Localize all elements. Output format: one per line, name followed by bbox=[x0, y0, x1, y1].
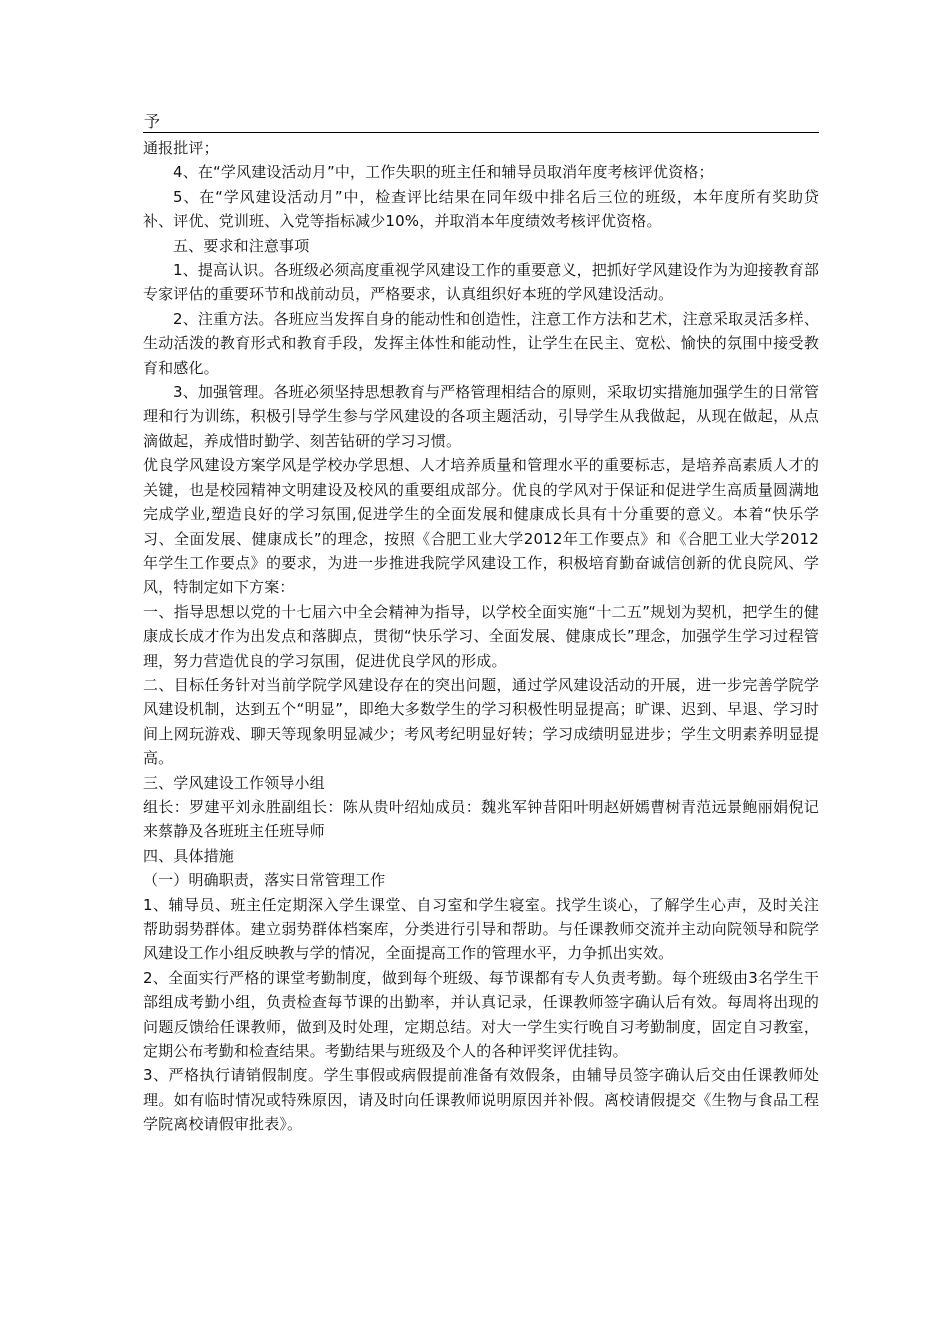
paragraph: 二、目标任务针对当前学院学风建设存在的突出问题，通过学风建设活动的开展，进一步完善学院学风建设机制，达到五个“明显”，即绝大多数学生的学习积极性明显提高；旷课、迟到、早退、学习时间上网玩游戏、聊天等现象明显减少；考风考纪明显好转；学习成绩明显进步；学生文明素养明显提高。 bbox=[143, 675, 819, 768]
paragraph: 三、学风建设工作领导小组 bbox=[143, 773, 325, 792]
document-body bbox=[143, 136, 819, 1137]
paragraph: 3、严格执行请销假制度。学生事假或病假提前准备有效假条，由辅导员签字确认后交由任课教师处理。如有临时情况或特殊原因，请及时向任课教师说明原因并补假。离校请假提交《生物与食品工程学院离校请假审批表》。 bbox=[143, 1066, 819, 1134]
paragraph: 1、提高认识。各班级必须高度重视学风建设工作的重要意义，把抓好学风建设作为为迎接教育部专家评估的重要环节和战前动员，严格要求，认真组织好本班的学风建设活动。 bbox=[143, 261, 819, 304]
document-page bbox=[143, 112, 819, 1137]
paragraph: 五、要求和注意事项 bbox=[173, 236, 310, 255]
paragraph: 组长：罗建平刘永胜副组长：陈从贵叶绍灿成员：魏兆军钟昔阳叶明赵妍嫣曹树青范远景鲍丽娟倪记来蔡静及各班班主任班导师 bbox=[143, 797, 819, 841]
paragraph: 3、加强管理。各班必须坚持思想教育与严格管理相结合的原则，采取切实措施加强学生的日常管理和行为训练，积极引导学生参与学风建设的各项主题活动，引导学生从我做起，从现在做起，从点滴做起，养成惜时勤学、刻苦钻研的学习习惯。 bbox=[143, 383, 819, 450]
paragraph: 2、注重方法。各班应当发挥自身的能动性和创造性，注意工作方法和艺术，注意采取灵活多样、生动活泼的教育形式和教育手段，发挥主体性和能动性，让学生在民主、宽松、愉快的氛围中接受教育和感化。 bbox=[143, 309, 819, 377]
header-divider bbox=[143, 132, 819, 133]
page-header-text: 予 bbox=[144, 112, 161, 131]
paragraph: 优良学风建设方案学风是学校办学思想、人才培养质量和管理水平的重要标志，是培养高素质人才的关键，也是校园精神文明建设及校风的重要组成部分。优良的学风对于保证和促进学生高质量圆满地完成学业,塑造良好的学习氛围,促进学生的全面发展和健康成长具有十分重要的意义。本着“快乐学习、全面发展、健康成长”的理念，按照《合肥工业大学2012年工作要点》和《合肥工业大学2012年学生工作要点》的要求，为进一步推进我院学风建设工作，积极培育勤奋诚信创新的优良院风、学风，特制定如下方案： bbox=[143, 456, 819, 597]
paragraph: 四、具体措施 bbox=[143, 846, 234, 865]
paragraph: 通报批评； bbox=[143, 139, 219, 157]
paragraph: 5、在“学风建设活动月”中，检查评比结果在同年级中排名后三位的班级，本年度所有奖助贷补、评优、党训班、入党等指标减少10%，并取消本年度绩效考核评优资格。 bbox=[143, 187, 819, 231]
paragraph: 1、辅导员、班主任定期深入学生课堂、自习室和学生寝室。找学生谈心，了解学生心声，及时关注帮助弱势群体。建立弱势群体档案库，分类进行引导和帮助。与任课教师交流并主动向院领导和院学风建设工作小组反映教与学的情况，全面提高工作的管理水平，力争抓出实效。 bbox=[143, 895, 819, 963]
paragraph: 一、指导思想以党的十七届六中全会精神为指导，以学校全面实施“十二五”规划为契机，把学生的健康成长成才作为出发点和落脚点，贯彻“快乐学习、全面发展、健康成长”理念，加强学生学习过程管理，努力营造优良的学习氛围，促进优良学风的形成。 bbox=[143, 602, 819, 670]
paragraph: （一）明确职责，落实日常管理工作 bbox=[143, 871, 386, 890]
paragraph: 4、在“学风建设活动月”中，工作失职的班主任和辅导员取消年度考核评优资格； bbox=[173, 163, 714, 182]
paragraph: 2、全面实行严格的课堂考勤制度，做到每个班级、每节课都有专人负责考勤。每个班级由3名学生干部组成考勤小组，负责检查每节课的出勤率，并认真记录，任课教师签字确认后有效。每周将出现的问题反馈给任课教师，做到及时处理，定期总结。对大一学生实行晚自习考勤制度，固定自习教室，定期公布考勤和检查结果。考勤结果与班级及个人的各种评奖评优挂钩。 bbox=[143, 968, 819, 1061]
